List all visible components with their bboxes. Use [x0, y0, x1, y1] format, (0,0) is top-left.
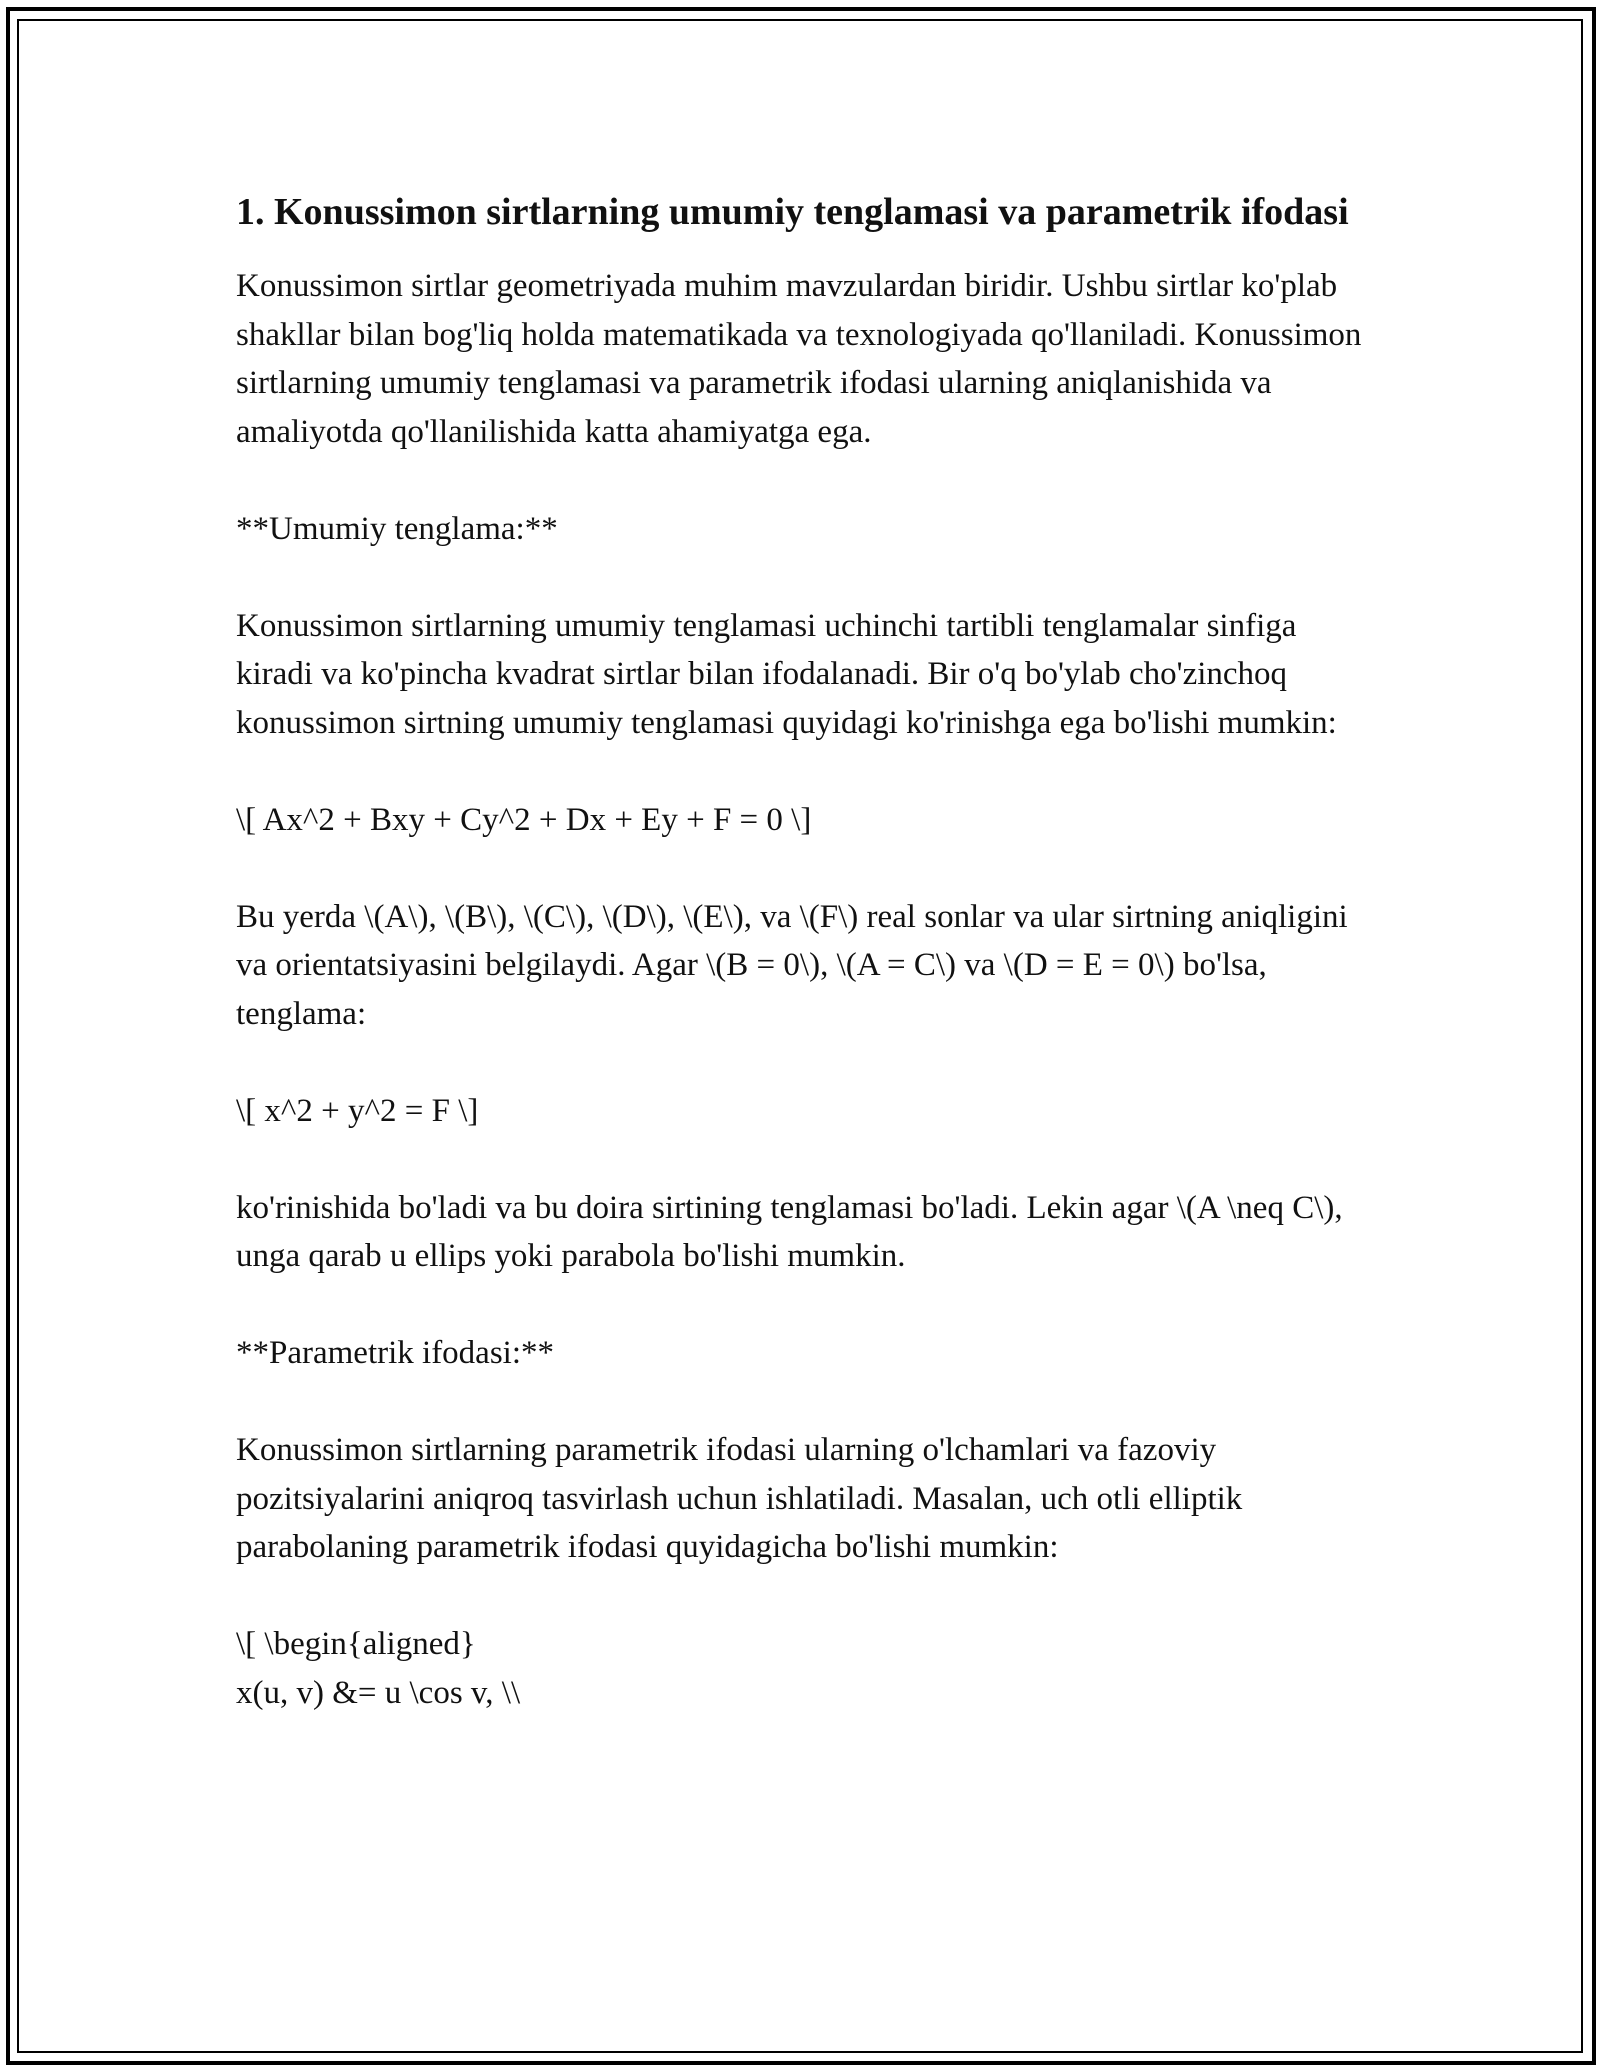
parametric-formula: \[ \begin{aligned} x(u, v) &= u \cos v, \\ — [236, 1626, 521, 1711]
circle-explanation-paragraph: ko'rinishida bo'ladi va bu doira sirtining tenglamasi bo'ladi. Lekin agar \(A \neq C\), unga qarab u ellips yoki parabola bo'lishi mumkin. — [236, 1189, 1351, 1274]
section-heading: 1. Konussimon sirtlarning umumiy tenglamasi va parametrik ifodasi — [236, 191, 1349, 233]
general-equation-label: **Umumiy tenglama:** — [236, 510, 558, 547]
general-equation-paragraph: Konussimon sirtlarning umumiy tenglamasi uchinchi tartibli tenglamalar sinfiga kiradi va ko'pincha kvadrat sirtlar bilan ifodalanadi. Bir o'q bo'ylab cho'zinchoq konussimon sirtning umumiy tenglamasi quyidagi ko'rinishga ega bo'lishi mumkin: — [236, 607, 1337, 741]
parametric-paragraph: Konussimon sirtlarning parametrik ifodasi ularning o'lchamlari va fazoviy pozitsiyalarini aniqroq tasvirlash uchun ishlatiladi. Masalan, uch otli elliptik parabolaning parametrik ifodasi quyidagicha bo'lishi mumkin: — [236, 1432, 1251, 1565]
intro-paragraph: Konussimon sirtlar geometriyada muhim mavzulardan biridir. Ushbu sirtlar ko'plab shakllar bilan bog'liq holda matematikada va texnologiyada qo'llaniladi. Konussimon sirtlarning umumiy tenglamasi va parametrik ifodasi ularning aniqlanishida va amaliyotda qo'llanilishida katta ahamiyatga ega. — [236, 268, 1370, 450]
circle-equation-formula: \[ x^2 + y^2 = F \] — [236, 1092, 479, 1129]
document-body — [236, 185, 1370, 1717]
parametric-label: **Parametrik ifodasi:** — [236, 1335, 555, 1371]
general-equation-formula: \[ Ax^2 + Bxy + Cy^2 + Dx + Ey + F = 0 \] — [236, 801, 812, 838]
coefficients-paragraph: Bu yerda \(A\), \(B\), \(C\), \(D\), \(E\), va \(F\) real sonlar va ular sirtning aniqligini va orientatsiyasini belgilaydi. Agar \(B = 0\), \(A = C\) va \(D = E = 0\) bo'lsa, tenglama: — [236, 898, 1356, 1032]
